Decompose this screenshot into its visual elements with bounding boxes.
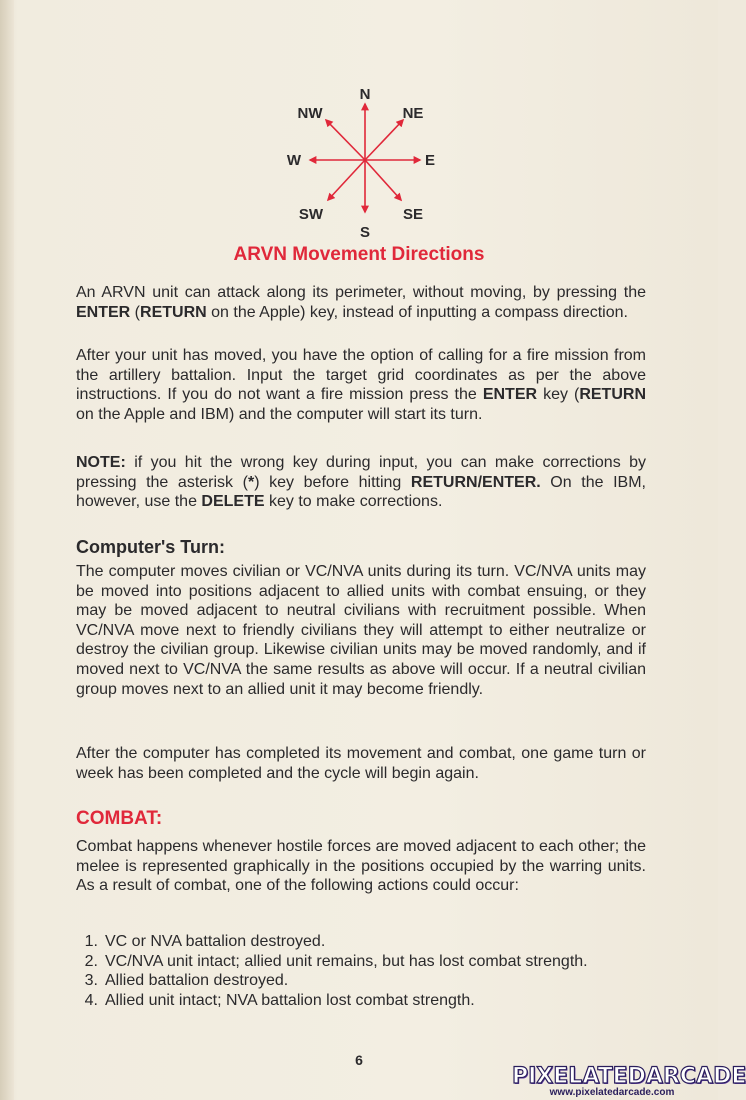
label-w: W <box>286 152 302 169</box>
key-asterisk: * <box>247 473 255 491</box>
text: ) key before hitting <box>254 473 411 491</box>
text: On the IBM, however, use the <box>76 473 646 511</box>
item-number: 2. <box>84 952 98 970</box>
item-number: 1. <box>84 933 98 950</box>
turn-complete-paragraph: After the computer has completed its movement and combat, one game turn or week has been completed and the cycle will begin again. <box>76 745 646 782</box>
fire-mission-paragraph <box>76 346 646 424</box>
watermark-url: www.pixelatedarcade.com <box>549 1087 675 1098</box>
text: ( <box>130 303 141 321</box>
label-se: SE <box>402 206 424 223</box>
page-number: 6 <box>355 1052 363 1068</box>
arrow-se <box>365 160 401 200</box>
item-text: Allied unit intact; NVA battalion lost combat strength. <box>105 991 475 1009</box>
label-s: S <box>359 224 371 241</box>
arrow-ne <box>365 120 403 160</box>
computers-turn-heading: Computer's Turn: <box>76 537 225 557</box>
note-paragraph <box>76 453 646 512</box>
key-return-enter: RETURN/ENTER. <box>410 473 541 491</box>
computer-turn-paragraph: The computer moves civilian or VC/NVA units during its turn. VC/NVA units may be moved into positions adjacent to allied units with combat ensuing, or they may be moved adjacent to neutral civilians with recruitment possible. When VC/NVA move next to friendly civilians they will attempt to either neutralize or destroy the civilian group. Likewise civilian units may be moved randomly, and if moved next to VC/NVA the same results as above will occur. If a neutral civilian group moves next to an allied unit it may become friendly. <box>76 563 646 698</box>
movement-directions-heading: ARVN Movement Directions <box>233 244 485 265</box>
combat-paragraph: Combat happens whenever hostile forces are moved adjacent to each other; the melee is represented graphically in the positions occupied by the warring units. As a result of combat, one of the following actions could occur: <box>76 838 646 895</box>
item-text: VC/NVA unit intact; allied unit remains, but has lost combat strength. <box>105 952 588 970</box>
arrow-nw <box>326 120 365 160</box>
list-item <box>76 952 646 972</box>
key-enter: ENTER <box>482 386 538 404</box>
item-number: 4. <box>84 991 98 1009</box>
text: An ARVN unit can attack along its perimeter, without moving, by pressing the <box>76 284 646 301</box>
combat-results-list <box>76 932 646 1010</box>
watermark-logo: PIXELATEDARCADE <box>512 1064 746 1089</box>
list-item <box>76 991 646 1011</box>
label-nw: NW <box>297 105 323 122</box>
label-n: N <box>359 86 371 103</box>
combat-heading: COMBAT: <box>76 808 163 829</box>
item-text: Allied battalion destroyed. <box>105 972 289 990</box>
key-enter: ENTER <box>76 303 131 321</box>
compass-rose <box>280 80 450 240</box>
text: on the Apple) key, instead of inputting a compass direction. <box>206 303 628 321</box>
arrow-sw <box>328 160 365 200</box>
text: on the Apple and IBM) and the computer will start its turn. <box>76 405 483 423</box>
text: key ( <box>537 386 580 404</box>
note-label: NOTE: <box>76 454 126 471</box>
text: if you hit the wrong key during input, you can make corrections by pressing the asterisk ( <box>76 454 646 491</box>
page-edge <box>0 0 14 1100</box>
text: key to make corrections. <box>264 493 443 511</box>
perimeter-attack-paragraph <box>76 283 646 322</box>
label-sw: SW <box>298 206 324 223</box>
label-ne: NE <box>402 105 424 122</box>
label-e: E <box>424 152 436 169</box>
text: After your unit has moved, you have the option of calling for a fire mission from the artillery battalion. Input the target grid coordinates as per the above instructions. If you do not want a fire mission press the <box>76 347 646 404</box>
list-item <box>76 971 646 991</box>
key-delete: DELETE <box>201 493 265 511</box>
watermark <box>512 1064 746 1098</box>
key-return: RETURN <box>140 303 207 321</box>
item-number: 3. <box>84 972 98 990</box>
key-return: RETURN <box>579 386 646 404</box>
list-item <box>76 932 646 952</box>
item-text: VC or NVA battalion destroyed. <box>105 933 326 950</box>
